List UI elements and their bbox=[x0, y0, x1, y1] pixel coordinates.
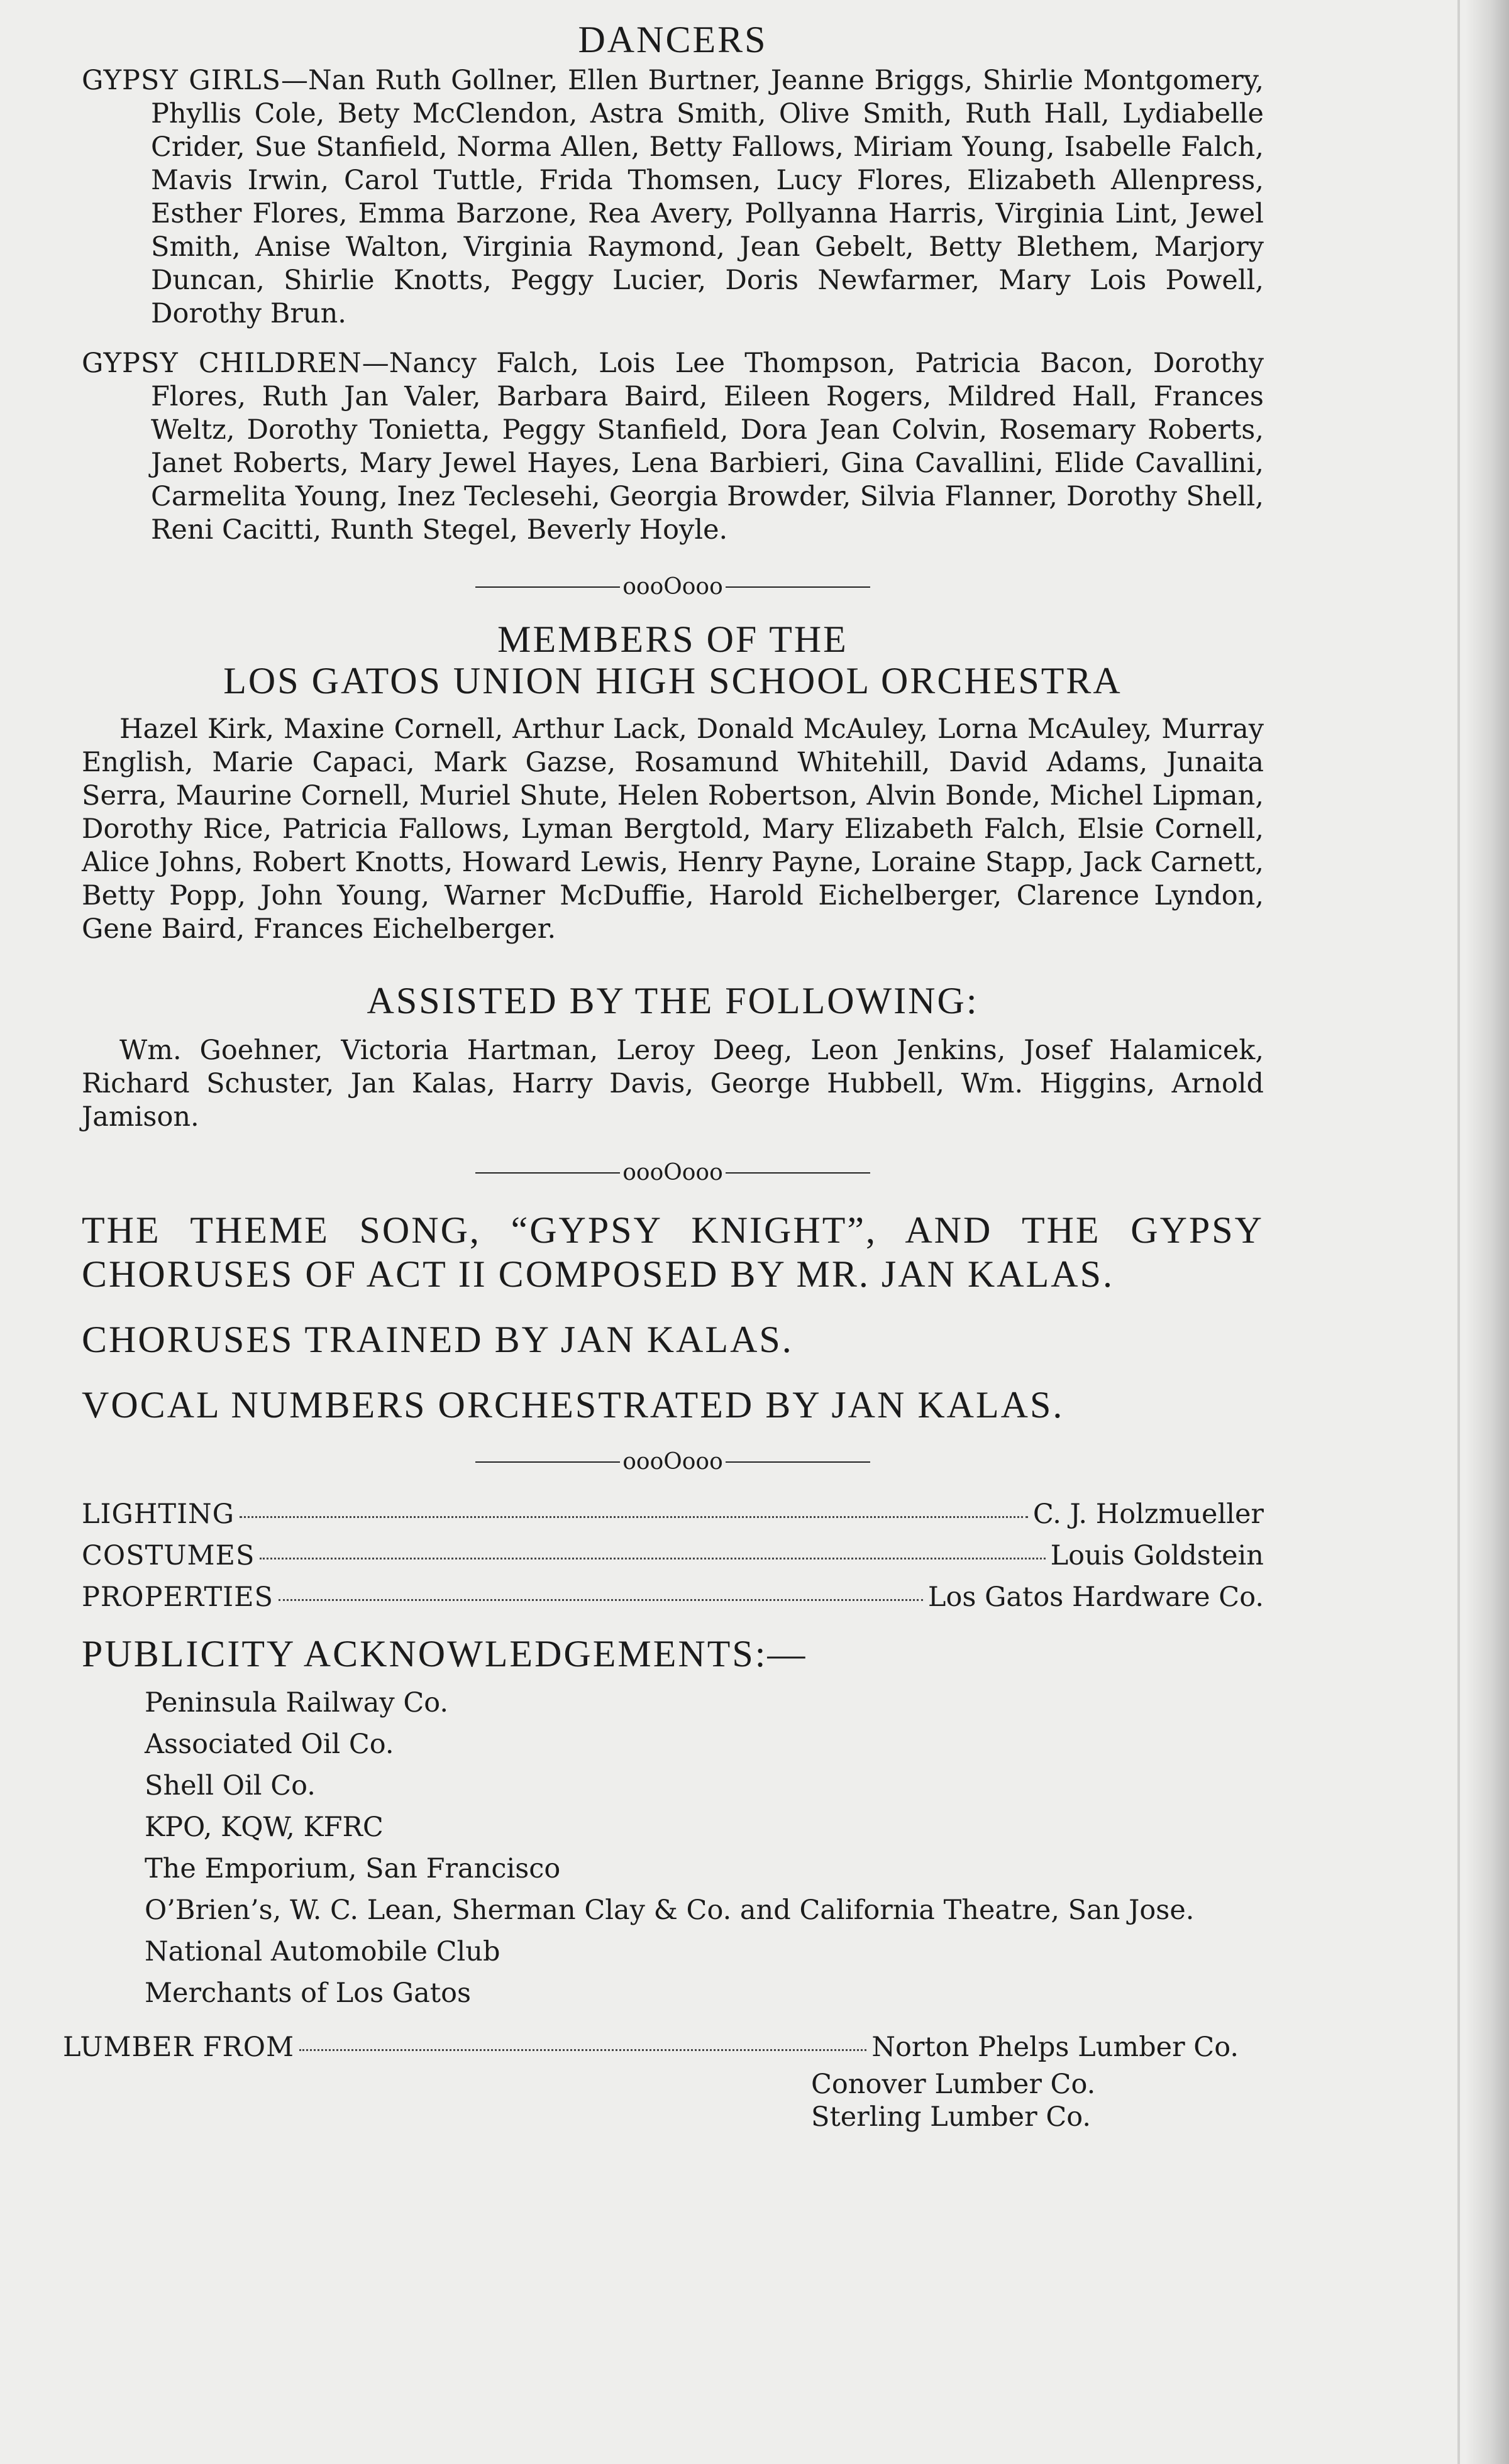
publicity-item: Merchants of Los Gatos bbox=[145, 1977, 472, 2009]
divider-mark: oooOooo bbox=[622, 1449, 723, 1475]
publicity-item: National Automobile Club bbox=[145, 1936, 500, 1967]
gypsy-girls-names: Nan Ruth Gollner, Ellen Burtner, Jeanne Briggs, Shirlie Montgomery, Phyllis Cole, Bety McClendon, Astra Smith, Olive Smith, Ruth Hall, Lydiabelle Crider, Sue Stanfield, Norma Allen, Betty Fallows, Miriam Young, Isabelle Falch, Mavis Irwin, Carol Tuttle, Frida Thomsen, Lucy Flores, Elizabeth Allenpress, Esther Flores, Emma Barzone, Rea Avery, Pollyanna Harris, Virginia Lint, Jewel Smith, Anise Walton, Virginia Raymond, Jean Gebelt, Betty Blethem, Marjory Duncan, Shirlie Knotts, Peggy Lucier, Doris Newfarmer, Mary Lois Powell, Dorothy Brun. bbox=[151, 65, 1264, 329]
publicity-item: Associated Oil Co. bbox=[145, 1729, 394, 1760]
page-fold bbox=[1457, 0, 1460, 2464]
divider-mark: oooOooo bbox=[622, 1160, 723, 1185]
divider-rule-right bbox=[726, 586, 870, 588]
lumber-label: LUMBER FROM bbox=[63, 2032, 294, 2063]
divider-rule-right bbox=[726, 1172, 870, 1174]
page-edge-shadow bbox=[1465, 0, 1509, 2464]
section-divider bbox=[82, 1448, 1264, 1475]
lumber-row bbox=[63, 2027, 1239, 2068]
gypsy-girls-label: GYPSY GIRLS bbox=[82, 65, 282, 96]
dot-leader bbox=[260, 1558, 1045, 1559]
orchestra-heading-line2: LOS GATOS UNION HIGH SCHOOL ORCHESTRA bbox=[223, 660, 1122, 701]
lumber-supplier: Norton Phelps Lumber Co. bbox=[871, 2032, 1239, 2063]
program-content bbox=[63, 19, 1264, 2133]
vocal-credit: VOCAL NUMBERS ORCHESTRATED BY JAN KALAS. bbox=[82, 1384, 1064, 1426]
divider-rule-left bbox=[475, 1172, 620, 1174]
dot-leader bbox=[240, 1516, 1028, 1518]
lumber-supplier: Sterling Lumber Co. bbox=[811, 2101, 1092, 2133]
credit-role: LIGHTING bbox=[82, 1499, 235, 1530]
credit-name: Louis Goldstein bbox=[1050, 1540, 1264, 1571]
divider-mark: oooOooo bbox=[622, 574, 723, 600]
publicity-heading: PUBLICITY ACKNOWLEDGEMENTS:— bbox=[82, 1633, 807, 1675]
dot-leader bbox=[279, 1599, 923, 1601]
assisted-names: Wm. Goehner, Victoria Hartman, Leroy Deeg, Leon Jenkins, Josef Halamicek, Richard Schuster, Jan Kalas, Harry Davis, George Hubbell, Wm. Higgins, Arnold Jamison. bbox=[82, 1035, 1264, 1133]
gypsy-girls-paragraph bbox=[82, 64, 1264, 331]
credit-role: PROPERTIES bbox=[82, 1581, 274, 1613]
divider-rule-left bbox=[475, 1461, 620, 1463]
lumber-supplier: Conover Lumber Co. bbox=[811, 2069, 1096, 2100]
publicity-item: KPO, KQW, KFRC bbox=[145, 1812, 384, 1843]
gypsy-children-paragraph bbox=[82, 347, 1264, 547]
orchestra-heading-line1: MEMBERS OF THE bbox=[497, 619, 848, 660]
lumber-suppliers-list bbox=[82, 2068, 1264, 2133]
section-divider bbox=[82, 1159, 1264, 1185]
gypsy-children-names: Nancy Falch, Lois Lee Thompson, Patricia Bacon, Dorothy Flores, Ruth Jan Valer, Barbara Baird, Eileen Rogers, Mildred Hall, Frances Weltz, Dorothy Tonietta, Peggy Stanfield, Dora Jean Colvin, Rosemary Roberts, Janet Roberts, Mary Jewel Hayes, Lena Barbieri, Gina Cavallini, Elide Cavallini, Carmelita Young, Inez Teclesehi, Georgia Browder, Silvia Flanner, Dorothy Shell, Reni Cacitti, Runth Stegel, Beverly Hoyle. bbox=[151, 348, 1264, 546]
theme-song-credit: THE THEME SONG, “GYPSY KNIGHT”, AND THE GYPSY CHORUSES OF ACT II COMPOSED BY MR. JAN KALAS. bbox=[82, 1209, 1264, 1295]
divider-rule-right bbox=[726, 1461, 870, 1463]
dancers-heading: DANCERS bbox=[578, 19, 768, 60]
divider-rule-left bbox=[475, 586, 620, 588]
section-divider bbox=[82, 573, 1264, 600]
publicity-list bbox=[82, 1682, 1264, 2014]
credit-row-costumes bbox=[82, 1535, 1264, 1576]
credit-role: COSTUMES bbox=[82, 1540, 255, 1571]
credit-row-lighting bbox=[82, 1493, 1264, 1535]
credit-name: C. J. Holzmueller bbox=[1032, 1499, 1264, 1530]
credit-name: Los Gatos Hardware Co. bbox=[927, 1581, 1264, 1613]
em-dash: — bbox=[281, 65, 309, 96]
dot-leader bbox=[299, 2049, 866, 2051]
publicity-item: O’Brien’s, W. C. Lean, Sherman Clay & Co. and California Theatre, San Jose. bbox=[145, 1895, 1195, 1926]
credit-row-properties bbox=[82, 1576, 1264, 1618]
publicity-item: Peninsula Railway Co. bbox=[145, 1687, 449, 1719]
orchestra-members: Hazel Kirk, Maxine Cornell, Arthur Lack, Donald McAuley, Lorna McAuley, Murray English, Marie Capaci, Mark Gazse, Rosamund Whitehill, David Adams, Junaita Serra, Maurine Cornell, Muriel Shute, Helen Robertson, Alvin Bonde, Michel Lipman, Dorothy Rice, Patricia Fallows, Lyman Bergtold, Mary Elizabeth Falch, Elsie Cornell, Alice Johns, Robert Knotts, Howard Lewis, Henry Payne, Loraine Stapp, Jack Carnett, Betty Popp, John Young, Warner McDuffie, Harold Eichelberger, Clarence Lyndon, Gene Baird, Frances Eichelberger. bbox=[82, 713, 1264, 945]
publicity-item: The Emporium, San Francisco bbox=[145, 1853, 561, 1884]
assisted-heading: ASSISTED BY THE FOLLOWING: bbox=[367, 980, 979, 1021]
choruses-credit: CHORUSES TRAINED BY JAN KALAS. bbox=[82, 1319, 793, 1360]
gypsy-children-label: GYPSY CHILDREN bbox=[82, 348, 362, 379]
production-credits bbox=[82, 1493, 1264, 1618]
em-dash: — bbox=[362, 348, 389, 379]
publicity-item: Shell Oil Co. bbox=[145, 1770, 316, 1801]
